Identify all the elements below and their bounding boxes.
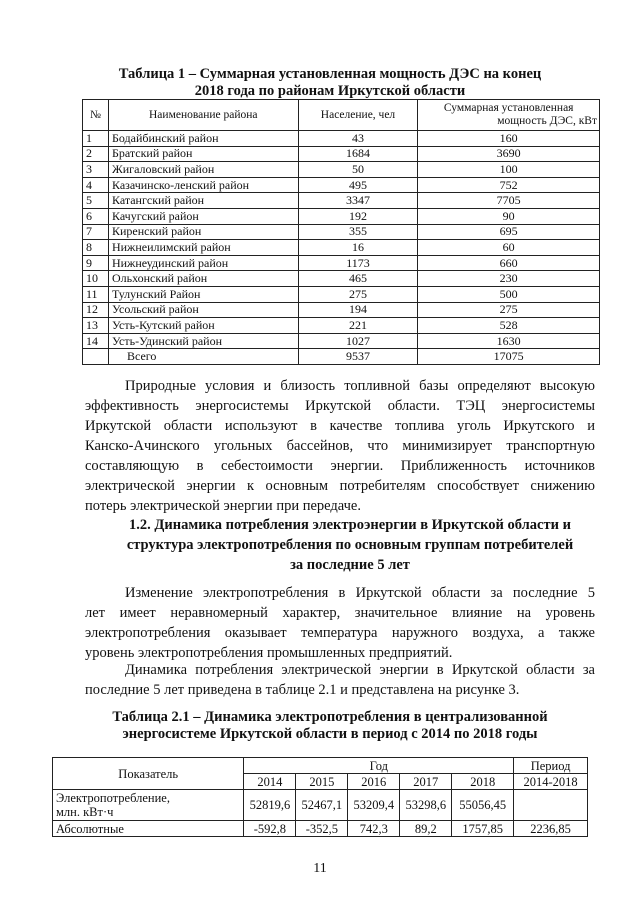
table1-district-name: Усть-Удинский район [108,333,298,349]
table2-cell: 52819,6 [244,790,296,821]
table1-population: 43 [298,131,418,147]
table1-power: 160 [418,131,600,147]
table-row [83,255,600,271]
table1-district-name: Усть-Кутский район [108,318,298,334]
table1-header-row [83,100,600,131]
table2-cell: 2236,85 [514,821,588,837]
table1-population: 16 [298,240,418,256]
table2-period-range: 2014-2018 [514,774,588,790]
table2-row-absolute [53,821,588,837]
table2-cell: -592,8 [244,821,296,837]
paragraph1-line: эффективность энергосистемы Иркутской области. ТЭЦ энергосистемы [85,398,595,414]
paragraph1-line: потерь электрической энергии при передаче. [85,498,361,514]
paragraph2-line: Изменение электропотребления в Иркутской области за последние 5 [125,585,595,601]
table1-power: 528 [418,318,600,334]
table1-district-name: Нижнеудинский район [108,255,298,271]
table1-row-num: 3 [83,162,109,178]
table1-title-line1: Таблица 1 – Суммарная установленная мощность ДЭС на конец [118,66,542,82]
paragraph3-line: последние 5 лет приведена в таблице 2.1 и представлена на рисунке 3. [85,682,520,698]
table1-row-num: 4 [83,177,109,193]
table1-header-power-line2: мощность ДЭС, кВт [497,115,597,127]
table1-row-num: 11 [83,286,109,302]
table1-population: 221 [298,318,418,334]
table1-power: 60 [418,240,600,256]
table-row [83,131,600,147]
table1-district-name: Жигаловский район [108,162,298,178]
paragraph-2 [85,583,595,663]
section-heading-1-2 [95,515,605,575]
table1-header-power-line1: Суммарная установленная [443,102,574,114]
table1-power: 1630 [418,333,600,349]
table-row [83,240,600,256]
table2 [52,757,588,837]
table1-power: 230 [418,271,600,287]
table1-power: 90 [418,208,600,224]
table1-total-row [83,349,600,365]
table1-power: 100 [418,162,600,178]
table1-district-name: Катангский район [108,193,298,209]
paragraph-1 [85,376,595,516]
table1-power: 7705 [418,193,600,209]
table-row [83,162,600,178]
table1-row-num: 8 [83,240,109,256]
table1-population: 355 [298,224,418,240]
table1-header-name: Наименование района [108,100,298,131]
section-heading-line1: 1.2. Динамика потребления электроэнергии в Иркутской области и [129,517,571,533]
table2-cell [514,790,588,821]
table2-year-2014: 2014 [244,774,296,790]
table1-row-num: 12 [83,302,109,318]
table1-row-num: 7 [83,224,109,240]
paragraph3-line: Динамика потребления электрической энергии в Иркутской области за [125,662,595,678]
table-row [83,177,600,193]
table2-year-2015: 2015 [296,774,348,790]
table1-power: 275 [418,302,600,318]
table1-population: 275 [298,286,418,302]
table1-row-num: 2 [83,146,109,162]
table1-power: 3690 [418,146,600,162]
table1-district-name: Качугский район [108,208,298,224]
table1-total-population: 9537 [298,349,418,365]
table2-cell: 1757,85 [452,821,514,837]
table1-district-name: Братский район [108,146,298,162]
table1-district-name: Ольхонский район [108,271,298,287]
table2-header-year: Год [244,758,514,774]
table-row [83,333,600,349]
table2-cell: 53209,4 [348,790,400,821]
table2-year-2017: 2017 [400,774,452,790]
table2-header-row1 [53,758,588,774]
table1-power: 660 [418,255,600,271]
table2-row-absolute-label: Абсолютные [53,821,244,837]
table2-title-line1: Таблица 2.1 – Динамика электропотребления в централизованной [112,709,548,725]
paragraph1-line: электрической энергии к основным потребителям способствует снижению [85,478,595,494]
table-row [83,208,600,224]
table2-row-consumption-label-line1: Электропотребление, [56,791,170,805]
paragraph1-line: Канско-Ачинского угольных бассейнов, что минимизирует транспортную [85,438,595,454]
table2-row-consumption-label-line2: млн. кВт·ч [56,805,114,819]
table1-district-name: Казачинско-ленский район [108,177,298,193]
table1-row-num: 13 [83,318,109,334]
table1-population: 192 [298,208,418,224]
table-row [83,318,600,334]
table2-header-period: Период [514,758,588,774]
page-number: 11 [313,861,327,876]
table1-district-name: Нижнеилимский район [108,240,298,256]
table1-row-num: 10 [83,271,109,287]
table2-title-line2: энергосистеме Иркутской области в период с 2014 по 2018 годы [122,726,538,742]
table1-total-power: 17075 [418,349,600,365]
table1-district-name: Бодайбинский район [108,131,298,147]
table-row [83,224,600,240]
table2-header-indicator: Показатель [53,758,244,790]
section-heading-line2: структура электропотребления по основным группам потребителей [126,537,574,553]
table2-cell: 53298,6 [400,790,452,821]
table2-cell: 89,2 [400,821,452,837]
table2-row-consumption [53,790,588,821]
table2-cell: 55056,45 [452,790,514,821]
table1-header-num: № [83,100,109,131]
table-row [83,271,600,287]
table1-power: 752 [418,177,600,193]
table1-district-name: Киренский район [108,224,298,240]
table1-population: 465 [298,271,418,287]
table1-population: 3347 [298,193,418,209]
table1-population: 1027 [298,333,418,349]
table1-row-num: 1 [83,131,109,147]
table1 [82,99,600,365]
table1-row-num: 6 [83,208,109,224]
table1-title-line2: 2018 года по районам Иркутской области [194,83,466,99]
table2-row-consumption-label [53,790,244,821]
table-row [83,193,600,209]
table2-year-2016: 2016 [348,774,400,790]
table2-year-2018: 2018 [452,774,514,790]
table1-district-name: Усольский район [108,302,298,318]
table-row [83,286,600,302]
paragraph2-line: электропотребления оказывает температура наружного воздуха, а также [85,625,595,641]
table1-header-power [418,100,600,131]
table1-title [60,66,600,100]
paragraph2-line: лет имеет неравномерный характер, значительное влияние на уровень [85,605,595,621]
table1-population: 50 [298,162,418,178]
table1-row-num: 5 [83,193,109,209]
paragraph-3 [85,660,595,700]
table2-cell: 742,3 [348,821,400,837]
table2-title [60,709,600,743]
table1-district-name: Тулунский Район [108,286,298,302]
table2-cell: -352,5 [296,821,348,837]
section-heading-line3: за последние 5 лет [290,557,410,573]
table1-population: 1173 [298,255,418,271]
paragraph1-line: Иркутской области используют в качестве топлива уголь Иркутского и [85,418,595,434]
table1-population: 495 [298,177,418,193]
paragraph1-line: Природные условия и близость топливной базы определяют высокую [125,378,595,394]
table2-cell: 52467,1 [296,790,348,821]
table1-population: 194 [298,302,418,318]
table1-header-population: Население, чел [298,100,418,131]
table1-power: 695 [418,224,600,240]
table1-population: 1684 [298,146,418,162]
paragraph2-line: уровень электропотребления промышленных предприятий. [85,645,453,661]
table-row [83,146,600,162]
table1-row-num: 14 [83,333,109,349]
table1-power: 500 [418,286,600,302]
table1-row-num: 9 [83,255,109,271]
table1-body [83,131,600,349]
table1-total-num [83,349,109,365]
table-row [83,302,600,318]
table1-total-label: Всего [108,349,298,365]
paragraph1-line: составляющую в себестоимости энергии. Приближенность источников [85,458,595,474]
